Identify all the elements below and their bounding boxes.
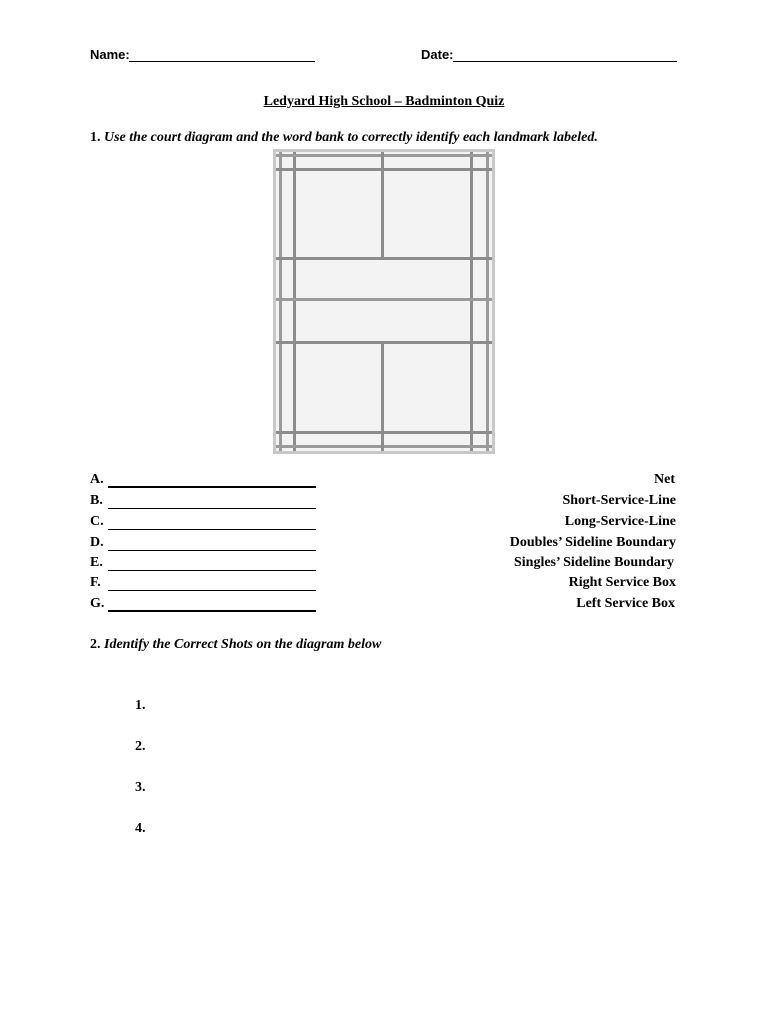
date-field[interactable] <box>453 61 677 62</box>
question-1 <box>90 130 598 146</box>
answer-letter: G. <box>90 596 105 611</box>
short-service-line-bottom <box>276 341 492 344</box>
shot-number: 4. <box>135 821 146 836</box>
center-line-top <box>381 152 384 257</box>
word-bank-item: Net <box>654 472 675 487</box>
word-bank-item: Short-Service-Line <box>562 493 676 508</box>
doubles-sideline-right <box>486 152 489 451</box>
singles-sideline-right <box>470 152 473 451</box>
question-2-number: 2. <box>90 637 101 652</box>
center-line-bottom <box>381 344 384 451</box>
net <box>276 298 492 301</box>
answer-letter: B. <box>90 493 103 508</box>
date-label: Date: <box>421 47 454 62</box>
shot-number: 1. <box>135 698 146 713</box>
word-bank-item: Long-Service-Line <box>564 514 676 529</box>
answer-blank-c[interactable] <box>108 529 316 530</box>
name-field[interactable] <box>129 61 315 62</box>
doubles-sideline-left <box>279 152 282 451</box>
answer-letter: C. <box>90 514 104 529</box>
name-label: Name: <box>90 47 130 62</box>
answer-blank-f[interactable] <box>108 590 316 591</box>
answer-blank-e[interactable] <box>108 570 316 571</box>
word-bank-item: Right Service Box <box>568 575 676 590</box>
answer-blank-d[interactable] <box>108 550 316 551</box>
singles-sideline-left <box>293 152 296 451</box>
question-1-text: Use the court diagram and the word bank to correctly identify each landmark labeled. <box>104 130 598 145</box>
question-1-number: 1. <box>90 130 101 145</box>
shot-number: 3. <box>135 780 146 795</box>
answer-letter: F. <box>90 575 101 590</box>
answer-blank-a[interactable] <box>108 486 316 488</box>
answer-letter: D. <box>90 535 104 550</box>
shot-number: 2. <box>135 739 146 754</box>
answer-letter: E. <box>90 555 103 570</box>
answer-blank-g[interactable] <box>108 610 316 612</box>
word-bank-item: Singles’ Sideline Boundary <box>513 555 674 570</box>
badminton-court-diagram <box>273 149 495 454</box>
answer-blank-b[interactable] <box>108 508 316 509</box>
answer-letter: A. <box>90 472 104 487</box>
question-2 <box>90 637 381 653</box>
word-bank-item: Left Service Box <box>576 596 675 611</box>
short-service-line-top <box>276 257 492 260</box>
question-2-text: Identify the Correct Shots on the diagram below <box>104 637 382 652</box>
word-bank-item: Doubles’ Sideline Boundary <box>509 535 676 550</box>
quiz-title: Ledyard High School – Badminton Quiz <box>263 94 505 109</box>
